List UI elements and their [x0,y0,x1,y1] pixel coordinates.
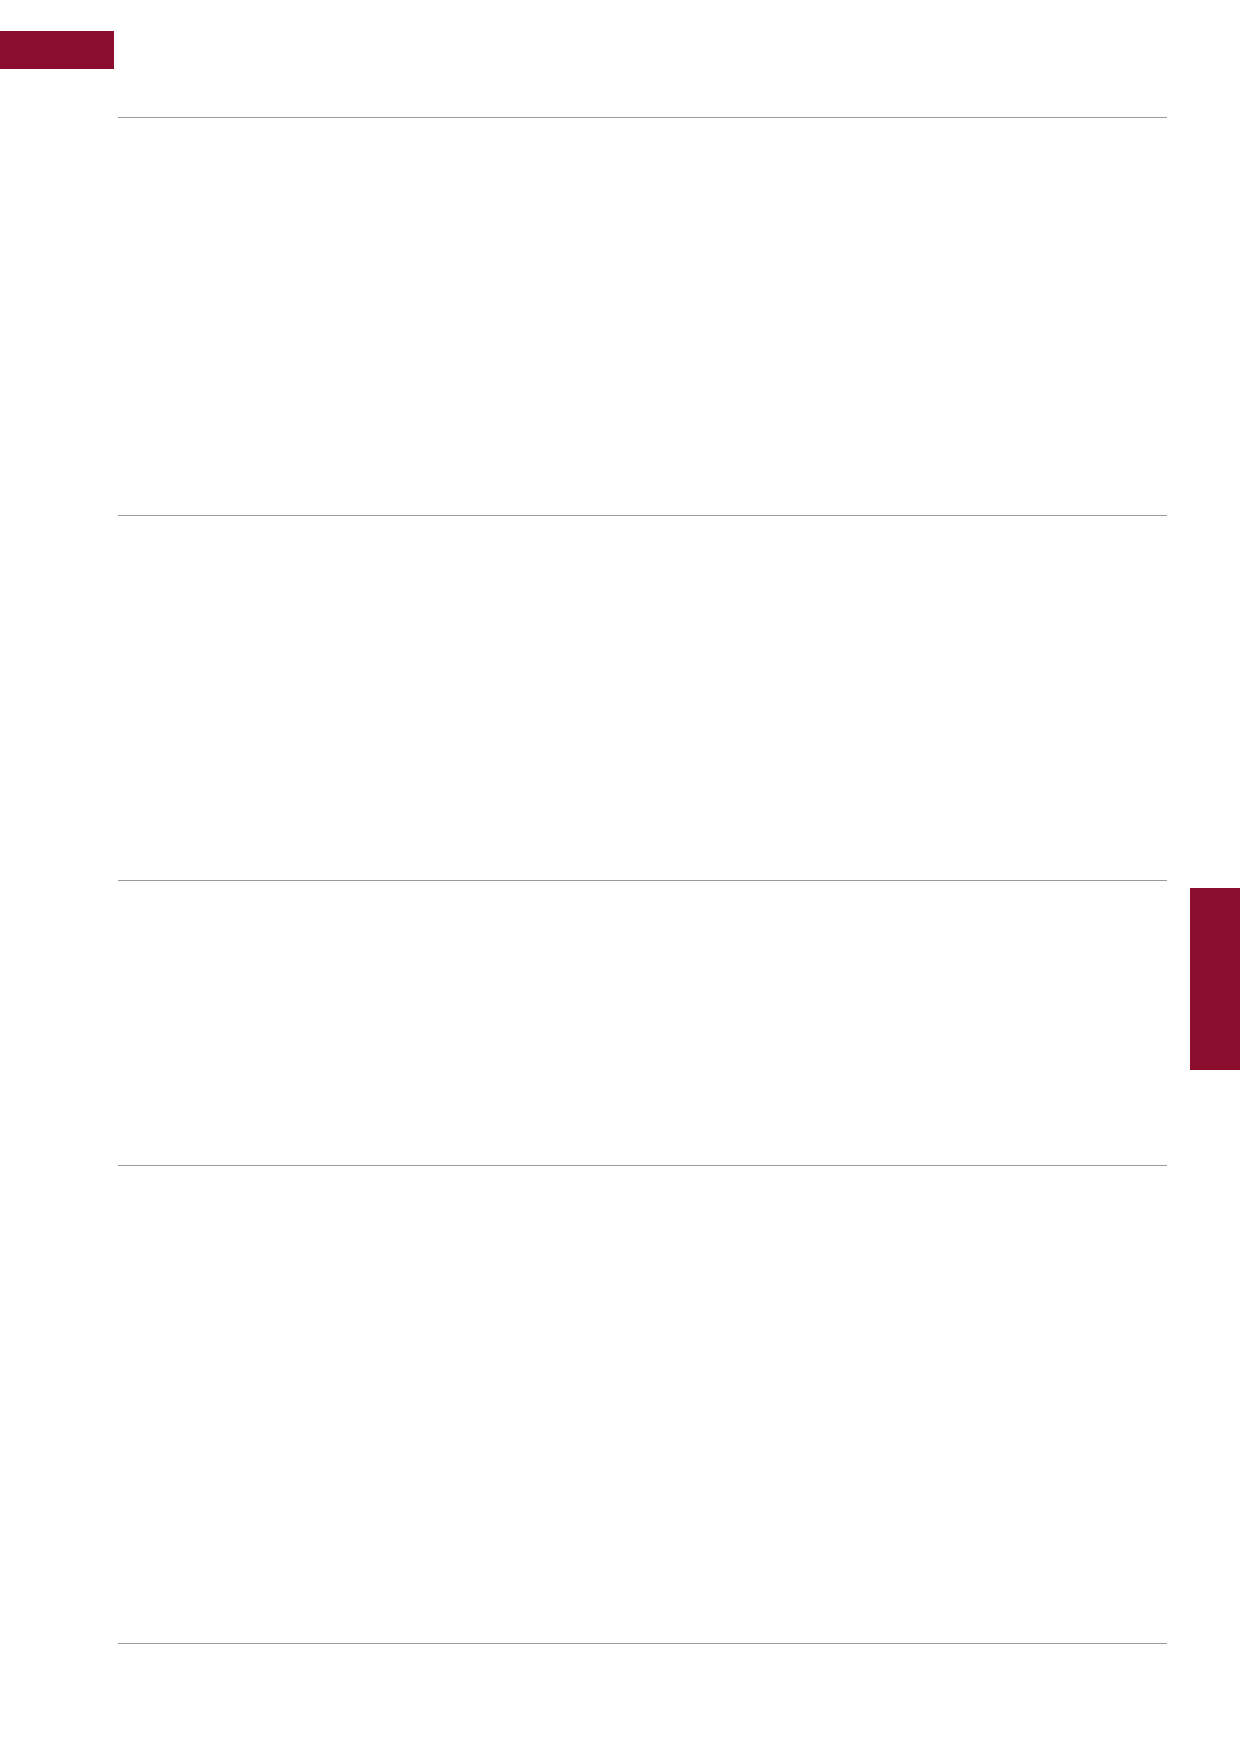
chapter-tab[interactable] [1190,888,1240,1070]
divider [118,1643,1167,1644]
divider [118,880,1167,881]
divider [118,117,1167,118]
divider [118,1165,1167,1166]
header-accent-bar [0,31,114,69]
divider [118,515,1167,516]
